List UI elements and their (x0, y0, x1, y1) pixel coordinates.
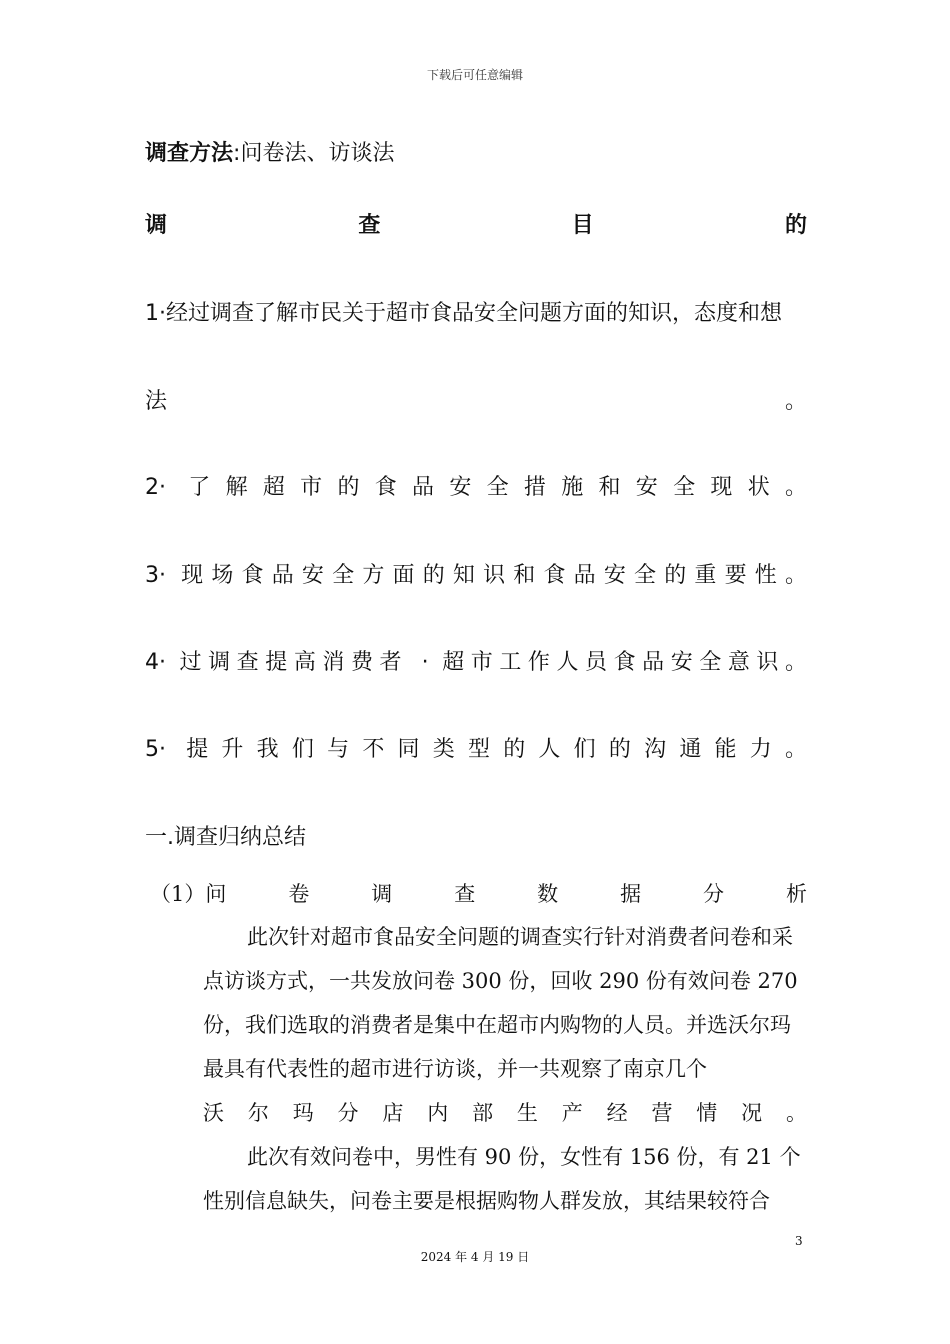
survey-method-label: 调查方法 (145, 141, 234, 166)
summary-heading: 一.调查归纳总结 (145, 825, 306, 850)
survey-method-colon: : (233, 141, 241, 166)
heading-char: 目 (571, 213, 594, 238)
subsection-char: （1）问 (150, 882, 227, 906)
survey-purpose-heading (145, 208, 807, 239)
purpose-item-3: 3· 现场食品安全方面的知识和食品安全的重要性。 (145, 563, 807, 588)
subsection-char: 数 (537, 882, 559, 906)
subsection-char: 分 (703, 882, 724, 906)
purpose-item-5: 5· 提升我们与不同类型的人们的沟通能力。 (145, 737, 807, 762)
subsection-char: 调 (371, 882, 393, 906)
analysis-body (203, 915, 807, 1223)
survey-method-line (145, 136, 394, 167)
heading-char: 调 (145, 213, 168, 238)
paragraph-1-last-line: 沃尔玛分店内部生产经营情况。 (203, 1101, 807, 1125)
subsection-char: 据 (620, 882, 642, 906)
survey-method-value: 问卷法、访谈法 (240, 141, 395, 166)
purpose-item-1-end-text: 法 (145, 389, 168, 414)
paragraph-1: 此次针对超市食品安全问题的调查实行针对消费者问卷和采点访谈方式，一共发放问卷 300 份，回收 290 份有效问卷 270 份，我们选取的消费者是集中在超市内购物的人员。并选沃尔玛最具有代表性的超市进行访谈，并一共观察了南京几个 (203, 925, 798, 1081)
subsection-char: 卷 (288, 882, 310, 906)
subsection-char: 查 (454, 882, 476, 906)
heading-char: 查 (358, 213, 381, 238)
purpose-item-4: 4· 过调查提高消费者 · 超市工作人员食品安全意识。 (145, 650, 807, 675)
page-header: 下载后可任意编辑 (426, 68, 523, 82)
heading-char: 的 (784, 213, 807, 238)
purpose-item-1-period: 。 (784, 389, 807, 414)
purpose-item-1-line-1: 1·经过调查了解市民关于超市食品安全问题方面的知识，态度和想 (145, 301, 782, 326)
purpose-item-2: 2· 了解超市的食品安全措施和安全现状。 (145, 475, 807, 500)
paragraph-2: 此次有效问卷中，男性有 90 份，女性有 156 份，有 21 个性别信息缺失，问卷主要是根据购物人群发放，其结果较符合 (203, 1145, 801, 1213)
page-number: 3 (795, 1234, 803, 1248)
page-footer-date: 2024 年 4 月 19 日 (420, 1250, 530, 1264)
purpose-item-1-line-2 (145, 384, 807, 415)
subsection-heading (150, 878, 807, 908)
subsection-char: 析 (785, 882, 807, 906)
